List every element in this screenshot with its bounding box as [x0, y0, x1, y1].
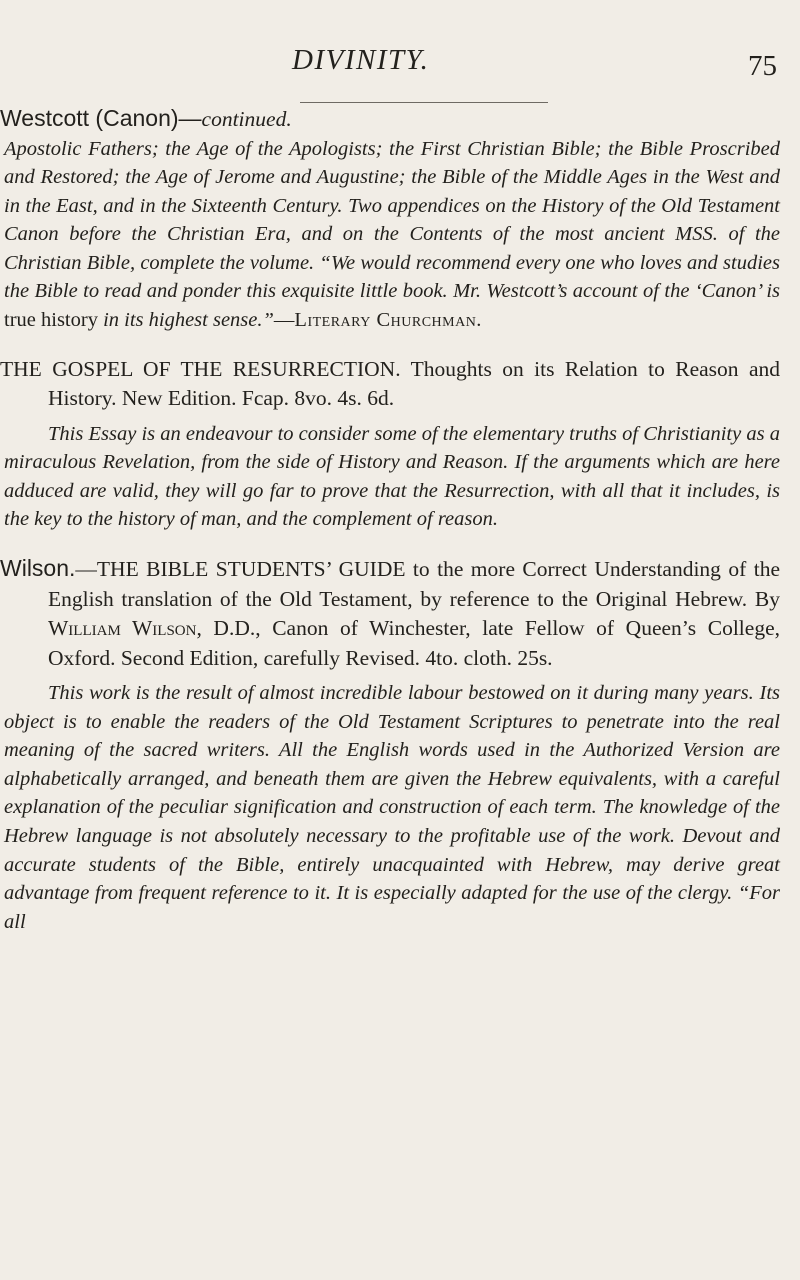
gospel-title: THE GOSPEL OF THE RESURRECTION.	[0, 356, 401, 381]
wilson-title: —THE BIBLE STUDENTS’ GUIDE to the more Correct Understanding of the English translation of the Old Testament, by reference to the Original Hebrew. By	[48, 557, 780, 611]
westcott-review-end: in its highest sense.”	[97, 309, 274, 332]
westcott-review-source: Literary Churchman.	[294, 309, 482, 332]
running-title: DIVINITY.	[292, 44, 430, 76]
westcott-review-text: Apostolic Fathers; the Age of the Apologists; the First Christian Bible; the Bible Proscribed and Restored; the Age of Jerome and Augustine; the Bible of the Middle Ages in the West and in the East, and in the Sixteenth Century. Two appendices on the History of the Old Testament Canon before the Christian Era, and on the Contents of the most ancient MSS. of the Christian Bible, complete the volume. “We would recommend every one who loves and studies the Bible to read and ponder this exquisite little book. Mr. Westcott’s account of the ‘Canon’ is	[4, 137, 780, 303]
westcott-author: Westcott	[0, 105, 90, 131]
page-number: 75	[748, 50, 777, 82]
westcott-continued: continued.	[201, 107, 292, 131]
westcott-heading	[0, 104, 800, 135]
westcott-source-dash: —	[273, 309, 295, 332]
westcott-review	[0, 135, 800, 335]
wilson-author: Wilson.	[0, 555, 76, 582]
page-body	[0, 104, 800, 936]
wilson-entry	[0, 554, 800, 673]
wilson-author-name: William Wilson	[48, 616, 197, 641]
gospel-details: Thoughts on its Relation to Reason and History. New Edition. Fcap. 8vo. 4s. 6d.	[48, 356, 781, 411]
gospel-entry	[0, 355, 800, 414]
header-rule	[300, 102, 548, 103]
westcott-heading-tail: (Canon)—	[89, 105, 202, 131]
page-header	[0, 44, 800, 94]
gospel-review: This Essay is an endeavour to consider some of the elementary truths of Christianity as a miraculous Revelation, from the side of History and Reason. If the arguments which are here adduced are valid, they will go far to prove that the Resurrection, with all that it includes, is the key to the history of man, and the complement of reason.	[4, 422, 780, 531]
wilson-review: This work is the result of almost incredible labour bestowed on it during many years. Its object is to enable the readers of the Old Testament Scriptures to penetrate into the real meaning of the sacred writers. All the English words used in the Authorized Version are alphabetically arranged, and beneath them are given the Hebrew equivalents, with a careful explanation of the peculiar signification and construction of each term. The knowledge of the Hebrew language is not absolutely necessary to the profitable use of the work. Devout and accurate students of the Bible, entirely unacquainted with Hebrew, may derive great advantage from frequent reference to it. It is especially adapted for the use of the clergy. “For all	[4, 682, 780, 933]
westcott-review-roman: true history	[4, 309, 98, 332]
wilson-details: , D.D., Canon of Winchester, late Fellow of Queen’s College, Oxford. Second Edition, carefully Revised. 4to. cloth. 25s.	[48, 616, 780, 670]
